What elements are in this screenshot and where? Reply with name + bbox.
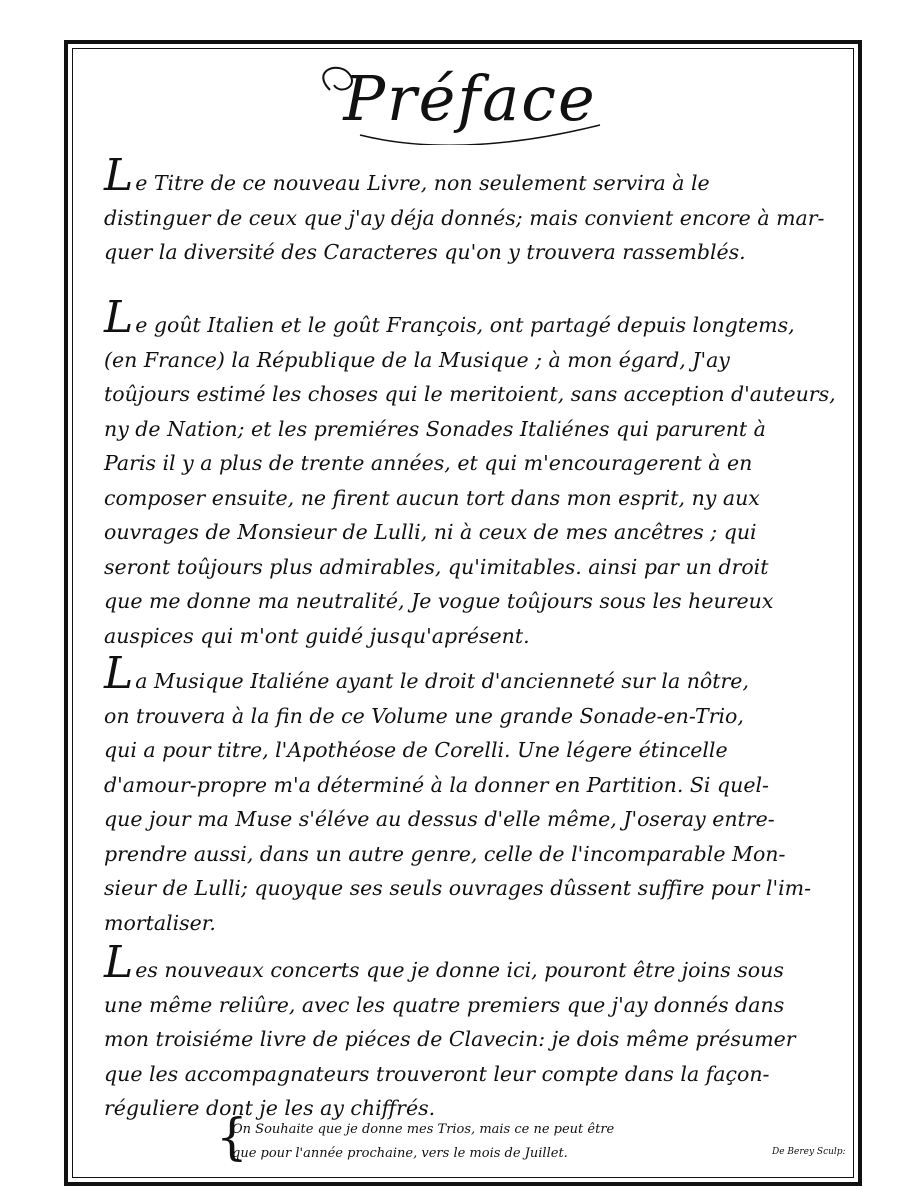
paragraph-4 — [104, 937, 844, 1126]
paragraph-1 — [104, 150, 844, 270]
paragraph-line: La Musique Italiéne ayant le droit d'ancienneté sur la nôtre, — [104, 648, 749, 699]
paragraph-line: que me donne ma neutralité, Je vogue toûjours sous les heureux — [104, 589, 774, 613]
paragraph-line: auspices qui m'ont guidé jusqu'aprésent. — [104, 623, 530, 648]
initial-letter: L — [104, 937, 134, 988]
paragraph-line: toûjours estimé les choses qui le meritoient, sans acception d'auteurs, — [104, 382, 836, 406]
paragraph-line: ny de Nation; et les premiéres Sonades Italiénes qui parurent à — [104, 416, 766, 441]
paragraph-line: que les accompagnateurs trouveront leur compte dans la façon- — [104, 1061, 770, 1086]
paragraph-line: ouvrages de Monsieur de Lulli, ni à ceux de mes ancêtres ; qui — [104, 520, 757, 544]
paragraph-line: qui a pour titre, l'Apothéose de Corelli. Une légere étincelle — [104, 738, 728, 762]
paragraph-line: (en France) la République de la Musique ; à mon égard, J'ay — [104, 347, 730, 372]
paragraph-line: une même reliûre, avec les quatre premiers que j'ay donnés dans — [104, 992, 785, 1017]
paragraph-line: seront toûjours plus admirables, qu'imitables. ainsi par un droit — [104, 554, 769, 579]
engraver-signature: De Berey Sculp: — [772, 1147, 846, 1157]
footnote-line: On Souhaite que je donne mes Trios, mais ce ne peut être — [232, 1122, 615, 1137]
initial-letter: L — [104, 648, 134, 699]
paragraph-3 — [104, 648, 844, 940]
paragraph-line: Les nouveaux concerts que je donne ici, pouront être joins sous — [104, 937, 784, 988]
page-title: Préface — [343, 62, 597, 135]
paragraph-line: mortaliser. — [104, 910, 216, 935]
paragraph-line: Le goût Italien et le goût François, ont partagé depuis longtems, — [104, 292, 795, 343]
paragraph-2 — [104, 292, 844, 653]
paragraph-line: prendre aussi, dans un autre genre, celle de l'incomparable Mon- — [104, 841, 786, 866]
paragraph-line: quer la diversité des Caracteres qu'on y trouvera rassemblés. — [104, 240, 746, 264]
paragraph-line: d'amour-propre m'a déterminé à la donner en Partition. Si quel- — [104, 772, 769, 797]
footnote — [216, 1108, 716, 1166]
paragraph-line: on trouvera à la fin de ce Volume une grande Sonade-en-Trio, — [104, 703, 744, 728]
paragraph-line: réguliere dont je les ay chiffrés. — [104, 1096, 436, 1120]
brace-icon: { — [216, 1108, 248, 1166]
paragraph-line: sieur de Lulli; quoyque ses seuls ouvrages dûssent suffire pour l'im- — [104, 876, 812, 900]
initial-letter: L — [104, 292, 134, 343]
paragraph-line: mon troisiéme livre de piéces de Clavecin: je dois même présumer — [104, 1027, 796, 1051]
paragraph-line: distinguer de ceux que j'ay déja donnés; mais convient encore à mar- — [104, 205, 825, 230]
paragraph-line: Le Titre de ce nouveau Livre, non seulement servira à le — [104, 150, 710, 201]
footnote-line: que pour l'année prochaine, vers le mois de Juillet. — [232, 1146, 568, 1161]
paragraph-line: composer ensuite, ne firent aucun tort dans mon esprit, ny aux — [104, 485, 760, 510]
initial-letter: L — [104, 150, 134, 201]
paragraph-line: que jour ma Muse s'éléve au dessus d'elle même, J'oseray entre- — [104, 807, 775, 831]
paragraph-line: Paris il y a plus de trente années, et qui m'encouragerent à en — [104, 451, 753, 475]
